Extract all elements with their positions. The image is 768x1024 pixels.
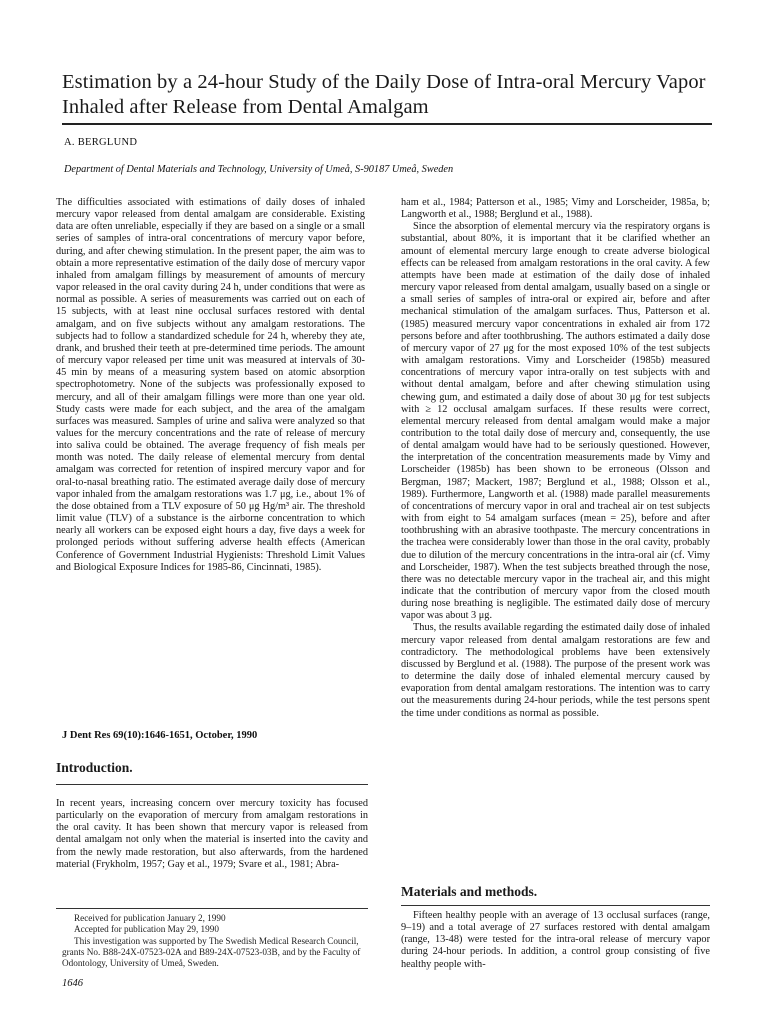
body-paragraph-3: Thus, the results available regarding the estimated daily dose of inhaled mercury vapor released from dental amalgam restorations are few and contradictory. The methodological problems have been extensively discussed by Berglund et al. (1988). The purpose of the present work was to determine the daily dose of inhaled elemental mercury caused by evaporation from dental amalgam restorations. The intention was to carry out the measurements during 24-hour periods, while the test persons spent the time under conditions as normal as possible. (401, 622, 710, 719)
footnote-rule (56, 908, 368, 909)
body-paragraph-2: Since the absorption of elemental mercury via the respiratory organs is substantial, about 80%, it is important that it be clarified whether an amount of elemental mercury large enough to create adverse biological effects can be released from amalgam restorations in the oral cavity. A few attempts have been made at estimation of the daily dose of inhaled mercury vapor released from dental amalgam, usually based on a single or a small series of samples of intra-oral or expired air, before and after mechanical stimulation of the amalgam surfaces. Thus, Patterson et al. (1985) measured mercury vapor concentrations in exhaled air from 172 persons before and after toothbrushing. The authors estimated a daily dose of mercury vapor of 27 μg for the most exposed 10% of the test subjects with amalgam restorations. Vimy and Lorscheider (1985b) measured concentrations of mercury vapor intra-orally on test subjects with and without dental amalgam, before and after chewing stimulation using chewing gum, and estimated a daily dose of about 30 μg for test subjects with ≥ 12 occlusal amalgam surfaces. If these results were correct, elemental mercury released from dental amalgam would make a major contribution to the total daily dose of mercury and, consequently, the use of dental amalgam would have had to be seriously questioned. However, the interpretation of the concentration measurements made by Vimy and Lorscheider (1985b) has been shown to be erroneous (Olsson and Bergman, 1987; Mackert, 1987; Berglund et al., 1988; Olsson et al., 1989). Furthermore, Langworth et al. (1988) made parallel measurements of concentrations of mercury vapor in oral and tracheal air on test subjects with from eight to 54 amalgam surfaces (mean = 25), before and after toothbrushing with an abrasive toothpaste. The mercury concentrations in the trachea were considerably lower than those in the oral cavity, probably due to dilution of the mercury concentrations in the intra-oral air (cf. Vimy and Lorscheider, 1987). When the test subjects breathed through the nose, there was no detectable mercury vapor in the tracheal air, and this might indicate that the contribution of mercury vapor from the closed mouth during nose breathing is negligible. The estimated daily dose of mercury vapor was about 3 μg. (401, 221, 710, 622)
introduction-body (56, 798, 368, 871)
footnote-received: Received for publication January 2, 1990 (74, 913, 226, 923)
footnotes (62, 913, 368, 969)
author-name: A. BERGLUND (64, 137, 138, 148)
right-column (401, 197, 710, 720)
title-rule (62, 123, 712, 125)
abstract-text: The difficulties associated with estimations of daily doses of inhaled mercury vapor released from dental amalgam are considerable. Existing data are often unreliable, especially if they are based on a single or a small series of samples of intra-oral concentrations of mercury vapor before, during, and after chewing stimulation. In the present paper, the aim was to obtain a more representative estimation of the daily dose of mercury vapor inhaled from amalgam fillings by measurement of amounts of mercury vapor released in the oral cavity during 24 h, under conditions that were as normal as possible. A series of measurements was carried out on each of 15 subjects, with at least nine occlusal surfaces restored with dental amalgam, and on five subjects without any amalgam restorations. The subjects had to follow a standardized schedule for 24 h, whereby they ate, drank, and brushed their teeth at pre-determined time periods. The amount of mercury vapor released per time unit was measured at intervals of 30-45 min by means of a measuring system based on atomic absorption spectrophotometry. None of the subjects was professionally exposed to mercury, and all of their amalgam fillings were more than one year old. Study casts were made for each subject, and the area of the amalgam surfaces was measured. Samples of urine and saliva were analyzed so that values for the mercury concentrations and the rate of release of mercury into saliva could be obtained. The average frequency of fish meals per month was noted. The daily release of elemental mercury from dental amalgam was corrected for retention of inspired mercury vapor and for oral-to-nasal breathing ratio. The estimated average daily dose of mercury vapor inhaled from the amalgam restorations was 1.7 μg, i.e., about 1% of the dose obtained from a TLV exposure of 50 μg Hg/m³ air. The threshold limit value (TLV) of a substance is the airborne concentration to which nearly all workers can be exposed eight hours a day, five days a week for prolonged periods without suffering adverse health effects (American Conference of Government Industrial Hygienists: Threshold Limit Values and Biological Exposure Indices for 1985-86, Cincinnati, 1985). (56, 197, 365, 573)
methods-paragraph: Fifteen healthy people with an average of 13 occlusal surfaces (range, 9–19) and a total average of 27 surfaces restored with dental amalgam (range, 13-48) were tested for the intra-oral release of mercury vapor during 24-hour periods. In addition, a control group consisting of five healthy people with- (401, 910, 710, 970)
footnote-support: This investigation was supported by The Swedish Medical Research Council, grants No. B88-24X-07523-02A and B89-24X-07523-03B, and by the Faculty of Odontology, University of Umeå, Sweden. (62, 935, 361, 969)
continuation-paragraph: ham et al., 1984; Patterson et al., 1985; Vimy and Lorscheider, 1985a, b; Langworth et al., 1988; Berglund et al., 1988). (401, 197, 710, 221)
methods-rule (401, 905, 710, 906)
abstract-column (56, 197, 365, 574)
journal-citation: J Dent Res 69(10):1646-1651, October, 1990 (62, 730, 258, 741)
introduction-rule (56, 784, 368, 785)
footnote-accepted: Accepted for publication May 29, 1990 (74, 924, 219, 935)
methods-heading: Materials and methods. (401, 884, 538, 899)
introduction-paragraph: In recent years, increasing concern over mercury toxicity has focused particularly on the evaporation of mercury from amalgam restorations in the oral cavity. It has been shown that mercury vapor is released from dental amalgam not only when the material is inserted into the cavity and from the newly made restoration, but also afterwards, from the hardened material (Frykholm, 1957; Gay et al., 1979; Svare et al., 1981; Abra- (56, 798, 368, 870)
author-affiliation: Department of Dental Materials and Technology, University of Umeå, S-90187 Umeå, Sweden (64, 164, 454, 175)
page-number: 1646 (62, 978, 83, 989)
introduction-heading: Introduction. (56, 760, 133, 775)
methods-body (401, 910, 710, 971)
article-title: Estimation by a 24-hour Study of the Daily Dose of Intra-oral Mercury Vapor Inhaled after Release from Dental Amalgam (62, 71, 706, 118)
